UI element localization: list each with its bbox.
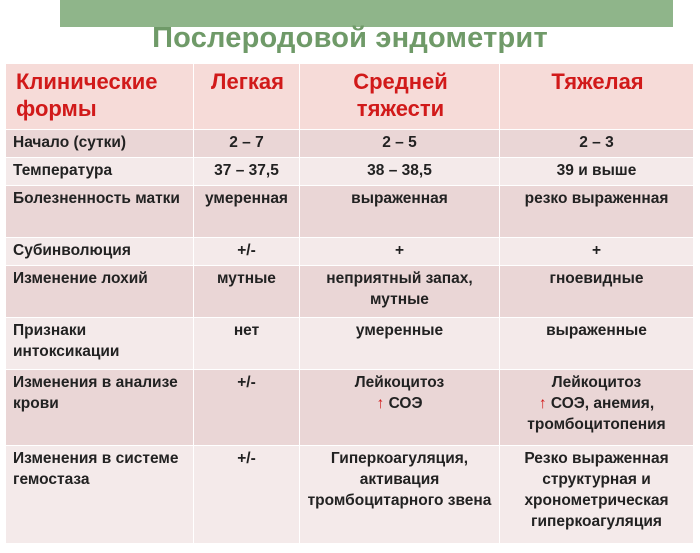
header-cell-moderate xyxy=(300,64,500,130)
cell-severe xyxy=(500,370,694,446)
cell-severe-line xyxy=(503,393,690,414)
cell-moderate: Гиперкоагуляция, активация тромбоцитарного звена xyxy=(300,446,500,544)
cell-moderate-line: Лейкоцитоз xyxy=(354,374,445,391)
endometritis-table xyxy=(5,63,694,544)
table-row xyxy=(6,318,694,370)
row-label: Начало (сутки) xyxy=(6,130,194,158)
arrow-up-icon: ↑ xyxy=(376,395,385,412)
cell-moderate: умеренные xyxy=(300,318,500,370)
row-label: Субинволюция xyxy=(6,238,194,266)
row-label: Изменение лохий xyxy=(6,266,194,318)
table-row xyxy=(6,130,694,158)
cell-severe-text: СОЭ, анемия, xyxy=(550,395,655,412)
cell-mild: +/- xyxy=(194,370,300,446)
cell-severe: Резко выраженная структурная и хронометрическая гиперкоагуляция xyxy=(500,446,694,544)
table-row xyxy=(6,446,694,544)
cell-severe-line: тромбоцитопения xyxy=(527,416,666,433)
cell-mild: нет xyxy=(194,318,300,370)
cell-mild: умеренная xyxy=(194,186,300,238)
cell-mild: 37 – 37,5 xyxy=(194,158,300,186)
table-row xyxy=(6,266,694,318)
cell-moderate: неприятный запах, мутные xyxy=(300,266,500,318)
table-header-row xyxy=(6,64,694,130)
page-title: Послеродовой эндометрит xyxy=(152,22,548,54)
cell-moderate: выраженная xyxy=(300,186,500,238)
cell-severe: 2 – 3 xyxy=(500,130,694,158)
row-label: Температура xyxy=(6,158,194,186)
cell-moderate: + xyxy=(300,238,500,266)
cell-moderate-line xyxy=(303,393,496,414)
header-cell-mild: Легкая xyxy=(194,64,300,130)
row-label: Признаки интоксикации xyxy=(6,318,194,370)
cell-moderate: 38 – 38,5 xyxy=(300,158,500,186)
cell-mild: +/- xyxy=(194,446,300,544)
cell-mild: 2 – 7 xyxy=(194,130,300,158)
table-row xyxy=(6,370,694,446)
cell-severe: + xyxy=(500,238,694,266)
table-row xyxy=(6,158,694,186)
cell-severe: резко выраженная xyxy=(500,186,694,238)
arrow-up-icon: ↑ xyxy=(538,395,547,412)
cell-severe: гноевидные xyxy=(500,266,694,318)
cell-severe: 39 и выше xyxy=(500,158,694,186)
cell-moderate xyxy=(300,370,500,446)
cell-mild: +/- xyxy=(194,238,300,266)
row-label: Изменения в анализе крови xyxy=(6,370,194,446)
table-row xyxy=(6,186,694,238)
row-label: Болезненность матки xyxy=(6,186,194,238)
header-cell-moderate-text: Средней тяжести xyxy=(353,69,448,121)
cell-mild: мутные xyxy=(194,266,300,318)
cell-severe: выраженные xyxy=(500,318,694,370)
table-row xyxy=(6,238,694,266)
cell-moderate-text: СОЭ xyxy=(388,395,423,412)
cell-severe-line: Лейкоцитоз xyxy=(551,374,642,391)
row-label: Изменения в системе гемостаза xyxy=(6,446,194,544)
cell-moderate: 2 – 5 xyxy=(300,130,500,158)
header-cell-forms: Клинические формы xyxy=(6,64,194,130)
header-cell-severe: Тяжелая xyxy=(500,64,694,130)
